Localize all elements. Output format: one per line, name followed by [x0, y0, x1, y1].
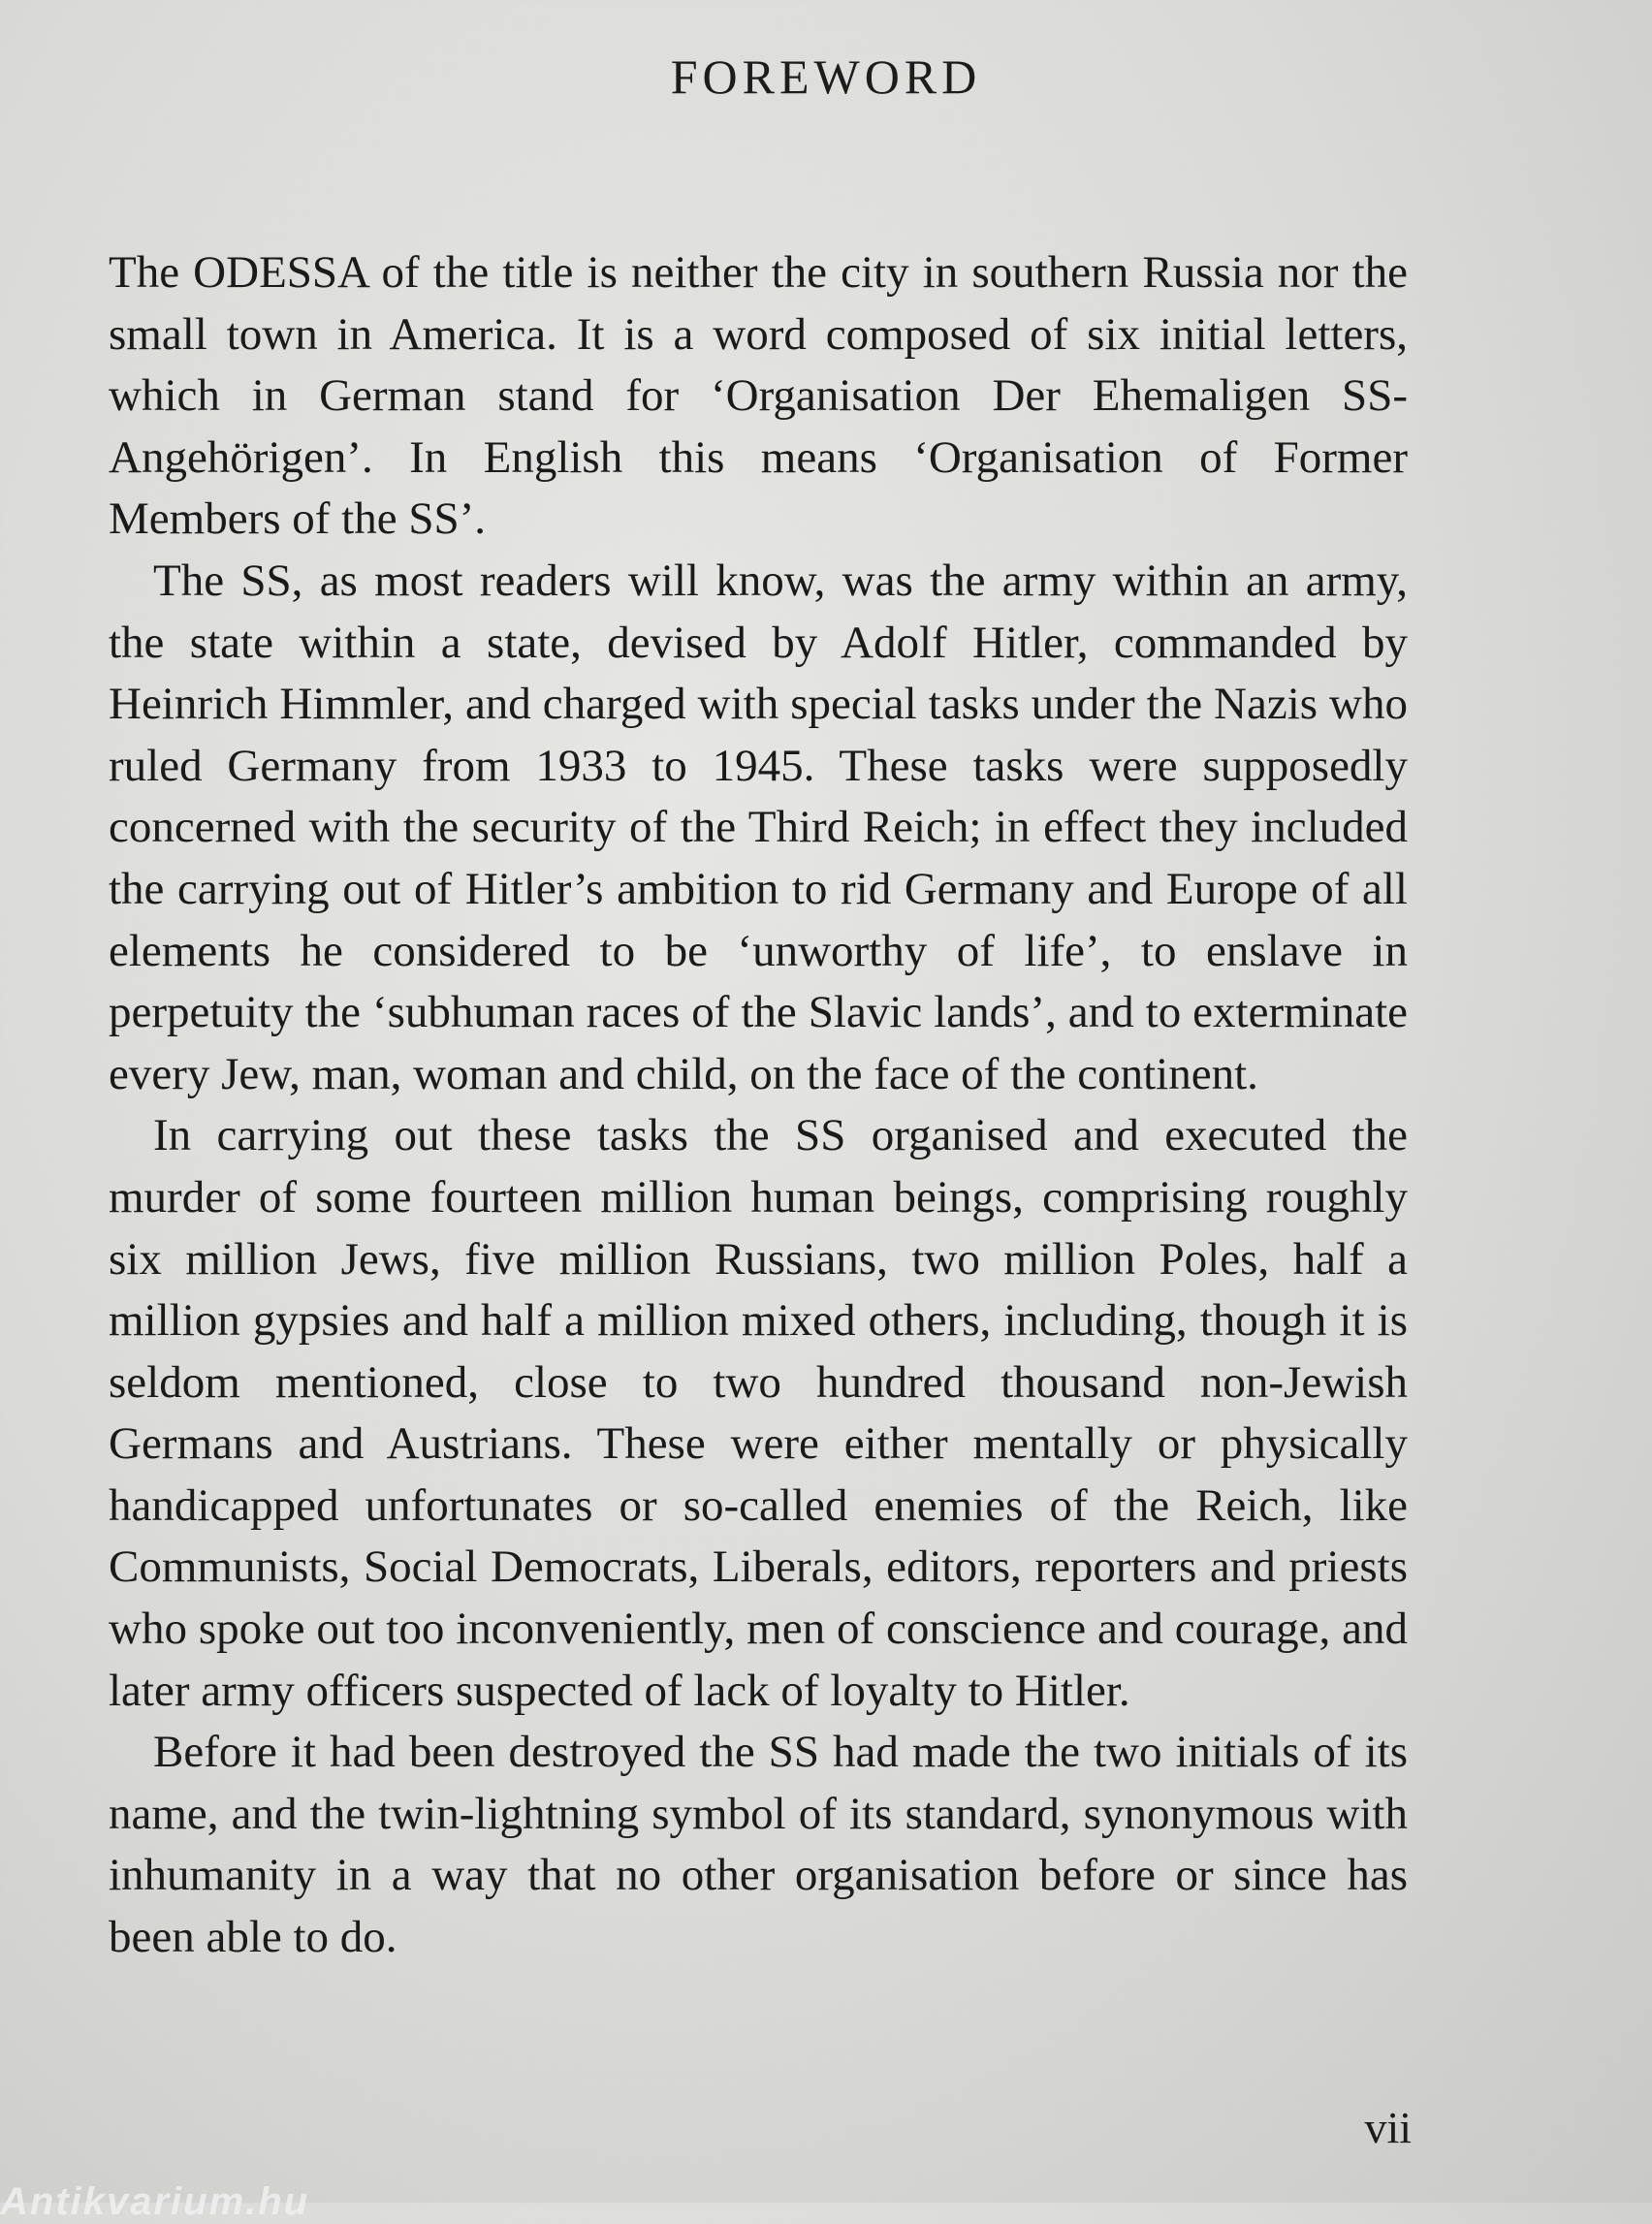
paragraph-2: The SS, as most readers will know, was the army within an army, the state within a state, devised by Adolf Hitler, commanded by Heinrich Himmler, and charged with special tasks under the Nazis who ruled Germany from 1933 to 1945. These tasks were supposedly concerned with the security of the Third Reich; in effect they included the carrying out of Hitler’s ambition to rid Germany and Europe of all elements he considered to be ‘unworthy of life’, to enslave in perpetuity the ‘subhuman races of the Slavic lands’, and to exterminate every Jew, man, woman and child, on the face of the continent. — [109, 555, 1408, 1099]
page-heading: FOREWORD — [670, 49, 982, 104]
foreword-body — [109, 242, 1408, 1969]
paragraph-4: Before it had been destroyed the SS had made the two initials of its name, and the twin-lightning symbol of its standard, synonymous with inhumanity in a way that no other organisation before or since has been able to do. — [109, 1727, 1408, 1963]
watermark-text: Antikvarium.hu — [0, 2180, 310, 2223]
page-number: vii — [1364, 2103, 1412, 2152]
paragraph-1: The ODESSA of the title is neither the city in southern Russia nor the small town in America. It is a word composed of six initial letters, which in German stand for ‘Organisation Der Ehemaligen SS-Angehörigen’. In English this means ‘Organisation of Former Members of the SS’. — [109, 247, 1408, 545]
paragraph-3: In carrying out these tasks the SS organised and executed the murder of some fourteen million human beings, comprising roughly six million Jews, five million Russians, two million Poles, half a million gypsies and half a million mixed others, including, though it is seldom mentioned, close to two hundred thousand non-Jewish Germans and Austrians. These were either mentally or physically handicapped unfortunates or so-called enemies of the Reich, like Communists, Social Democrats, Liberals, editors, reporters and priests who spoke out too inconveniently, men of conscience and courage, and later army officers suspected of lack of loyalty to Hitler. — [109, 1110, 1408, 1716]
